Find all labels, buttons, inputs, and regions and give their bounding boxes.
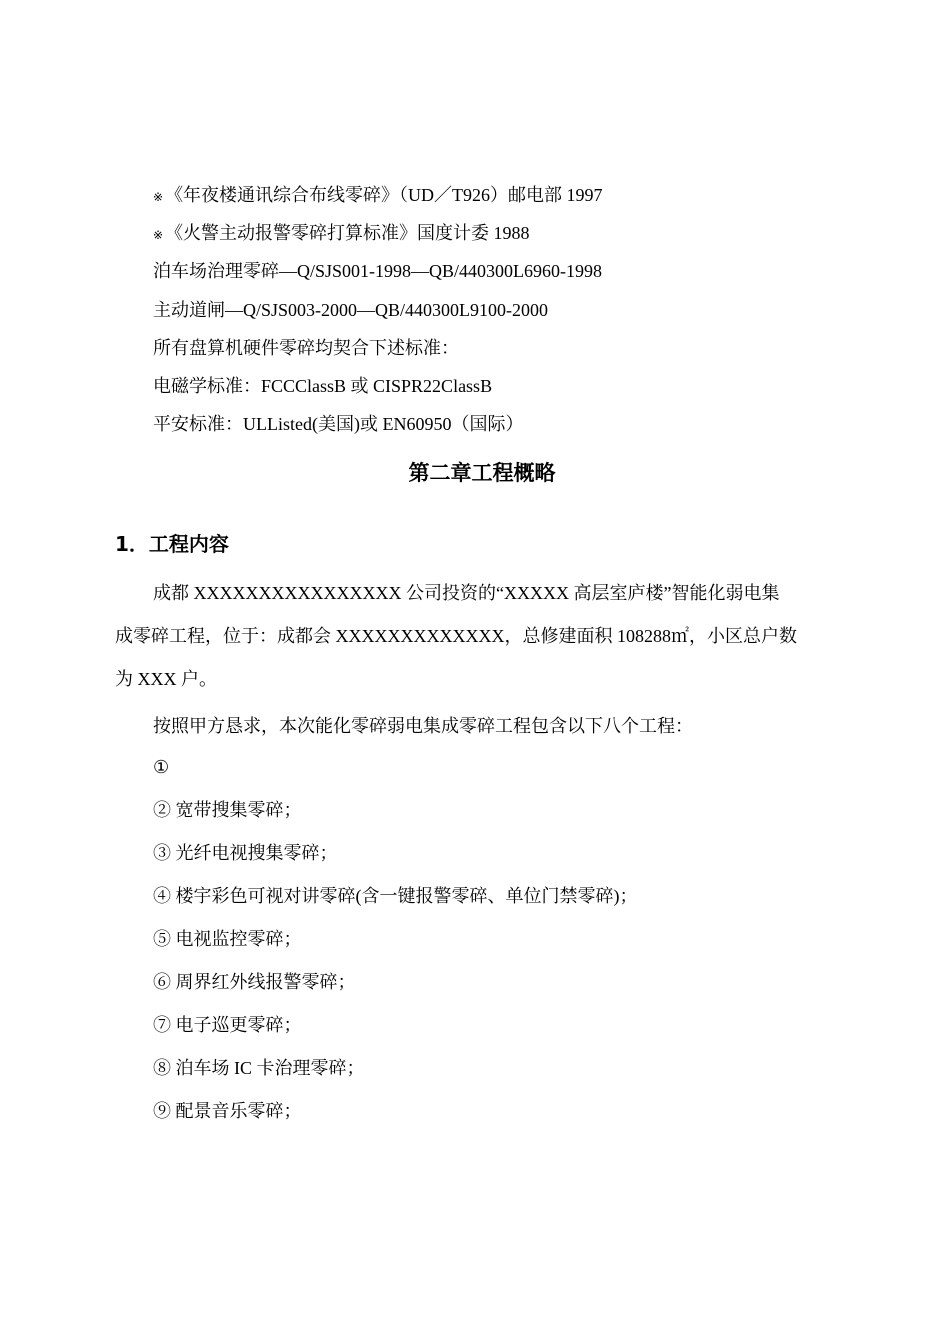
intro-line: 成零碎工程，位于：成都会 XXXXXXXXXXXXX，总修建面积 108288㎡，小区总户数 xyxy=(115,626,797,646)
intro-line: 成都 XXXXXXXXXXXXXXXX 公司投资的“XXXXX 高层室庐楼”智能化弱电集 xyxy=(153,583,780,603)
scope-intro: 按照甲方恳求，本次能化零碎弱电集成零碎工程包含以下八个工程： xyxy=(153,716,693,736)
standard-line xyxy=(153,412,523,436)
list-item: ② 宽带搜集零碎； xyxy=(153,800,302,820)
list-item: ⑨ 配景音乐零碎； xyxy=(153,1101,302,1121)
standard-text: 电磁学标准：FCCClassB 或 CISPR22ClassB xyxy=(153,376,493,396)
standard-line xyxy=(153,221,530,247)
list-item: ④ 楼宇彩色可视对讲零碎(含一键报警零碎、单位门禁零碎)； xyxy=(153,886,638,906)
reference-mark: ※ xyxy=(153,190,164,204)
standard-line xyxy=(153,259,602,283)
list-item: ⑦ 电子巡更零碎； xyxy=(153,1015,302,1035)
standard-text: 所有盘算机硬件零碎均契合下述标准： xyxy=(153,338,459,358)
list-item: ③ 光纤电视搜集零碎； xyxy=(153,843,338,863)
intro-line: 为 XXX 户。 xyxy=(115,669,217,689)
standard-text: 《年夜楼通讯综合布线零碎》（UD／T926）邮电部 1997 xyxy=(165,185,603,205)
list-item: ⑥ 周界红外线报警零碎； xyxy=(153,972,356,992)
standard-text: 主动道闸—Q/SJS003-2000—QB/440300L9100-2000 xyxy=(153,300,549,320)
list-item: ⑧ 泊车场 IC 卡治理零碎； xyxy=(153,1058,365,1078)
list-item: ① xyxy=(153,757,170,777)
section-title: 1．工程内容 xyxy=(115,532,229,556)
list-item: ⑤ 电视监控零碎； xyxy=(153,929,302,949)
intro-paragraph xyxy=(115,572,850,701)
standard-text: 平安标准：ULListed(美国)或 EN60950（国际） xyxy=(153,414,524,434)
standard-line xyxy=(153,336,459,360)
standard-text: 泊车场治理零碎—Q/SJS001-1998—QB/440300L6960-1998 xyxy=(153,261,603,281)
standard-line xyxy=(153,374,492,398)
chapter-title: 第二章工程概略 xyxy=(408,461,556,485)
standard-line xyxy=(153,298,548,322)
standard-text: 《火警主动报警零碎打算标准》国度计委 1988 xyxy=(165,223,530,243)
reference-mark: ※ xyxy=(153,228,164,242)
standard-line xyxy=(153,183,603,209)
